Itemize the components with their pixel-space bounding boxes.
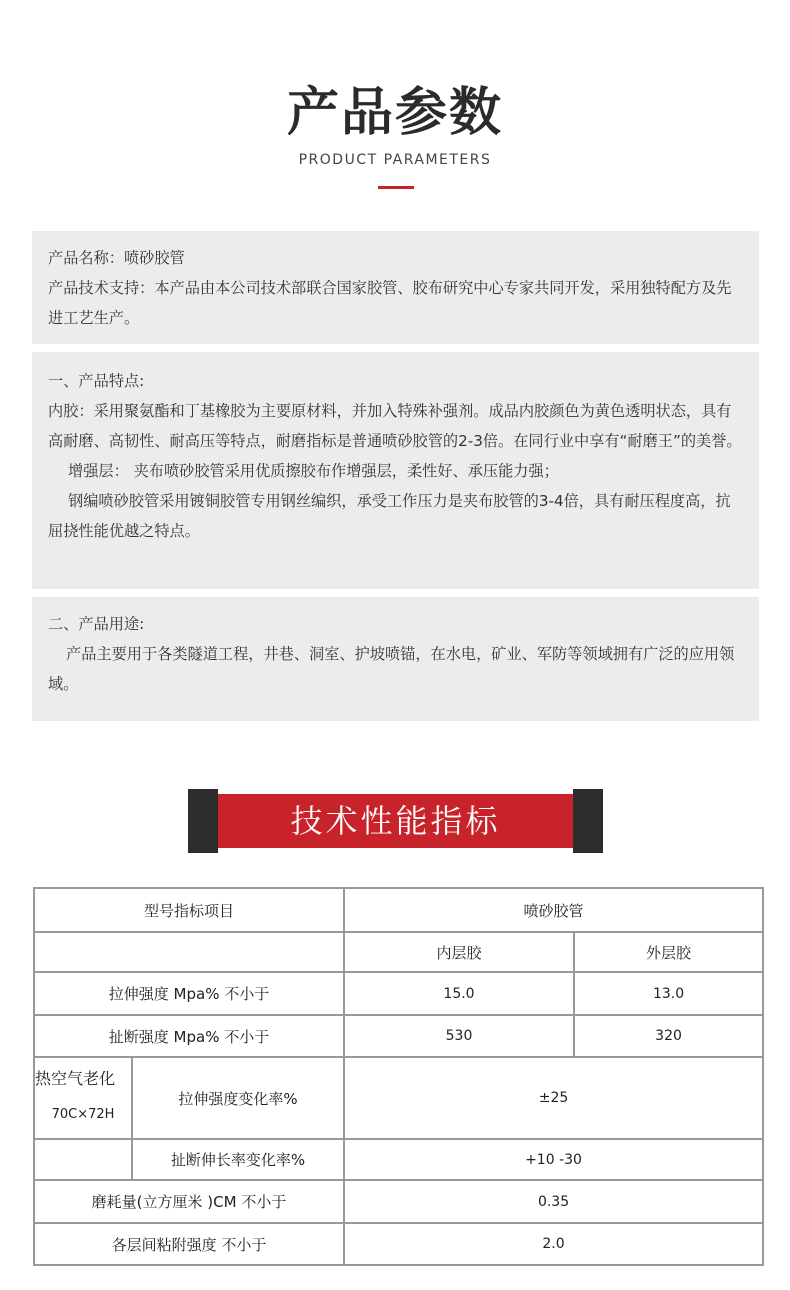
banner-left-bar (188, 789, 218, 853)
intro-box (32, 231, 759, 344)
product-support-line: 产品技术支持：本产品由本公司技术部联合国家胶管、胶布研究中心专家共同开发，采用独特配方及先进工艺生产。 (48, 279, 732, 327)
aging-group-cell (34, 1057, 132, 1139)
page-title: 产品参数 (286, 83, 503, 143)
abrasion-value: 0.35 (344, 1180, 763, 1223)
tensile-inner: 15.0 (344, 972, 574, 1015)
table-row (34, 1180, 763, 1223)
elongation-inner: 530 (344, 1015, 574, 1057)
table-row (34, 1015, 763, 1057)
aging-group-label: 热空气老化 (35, 1069, 116, 1088)
aging-tensile-value: ±25 (344, 1057, 763, 1139)
aging-elong-label: 扯断伸长率变化率% (132, 1139, 344, 1180)
usage-heading: 二、产品用途: (48, 615, 145, 633)
table-row (34, 972, 763, 1015)
product-name-line: 产品名称：喷砂胶管 (48, 249, 185, 267)
tensile-label: 拉伸强度 Mpa% 不小于 (34, 972, 344, 1015)
tensile-outer: 13.0 (574, 972, 763, 1015)
outer-layer-header: 外层胶 (574, 932, 763, 972)
abrasion-label: 磨耗量(立方厘米 )CM 不小于 (34, 1180, 344, 1223)
spec-table (33, 887, 764, 1266)
aging-tensile-label: 拉伸强度变化率% (132, 1057, 344, 1139)
aging-condition: 70C×72H (51, 1107, 115, 1122)
table-row (34, 1139, 763, 1180)
blank-aging-cell (34, 1139, 132, 1180)
adhesion-value: 2.0 (344, 1223, 763, 1265)
tech-spec-banner (188, 789, 603, 853)
blank-header-cell (34, 932, 344, 972)
page-subtitle: PRODUCT PARAMETERS (298, 152, 492, 168)
usage-text: 产品主要用于各类隧道工程，井巷、洞室、护坡喷锚，在水电，矿业、军防等领域拥有广泛的应用领域。 (48, 645, 735, 693)
table-row (34, 1057, 763, 1139)
title-accent-line (378, 186, 414, 189)
table-row (34, 1223, 763, 1265)
inner-layer-header: 内层胶 (344, 932, 574, 972)
elongation-label: 扯断强度 Mpa% 不小于 (34, 1015, 344, 1057)
features-reinforce-layer: 增强层： 夹布喷砂胶管采用优质擦胶布作增强层，柔性好、承压能力强； (68, 462, 559, 480)
features-inner-rubber: 内胶：采用聚氨酯和丁基橡胶为主要原材料，并加入特殊补强剂。成品内胶颜色为黄色透明状态，具有高耐磨、高韧性、耐高压等特点，耐磨指标是普通喷砂胶管的2-3倍。在同行业中享有“耐磨王”的美誉。 (48, 402, 742, 450)
banner-right-bar (573, 789, 603, 853)
features-steel-braid: 钢编喷砂胶管采用镀铜胶管专用钢丝编织，承受工作压力是夹布胶管的3-4倍，具有耐压程度高，抗屈挠性能优越之特点。 (48, 492, 731, 540)
item-header: 型号指标项目 (34, 888, 344, 932)
usage-box (32, 597, 759, 721)
product-header: 喷砂胶管 (344, 888, 763, 932)
aging-elong-value: +10 -30 (344, 1139, 763, 1180)
adhesion-label: 各层间粘附强度 不小于 (34, 1223, 344, 1265)
banner-title: 技术性能指标 (218, 794, 573, 848)
elongation-outer: 320 (574, 1015, 763, 1057)
features-box (32, 352, 759, 589)
features-heading: 一、产品特点: (48, 372, 145, 390)
